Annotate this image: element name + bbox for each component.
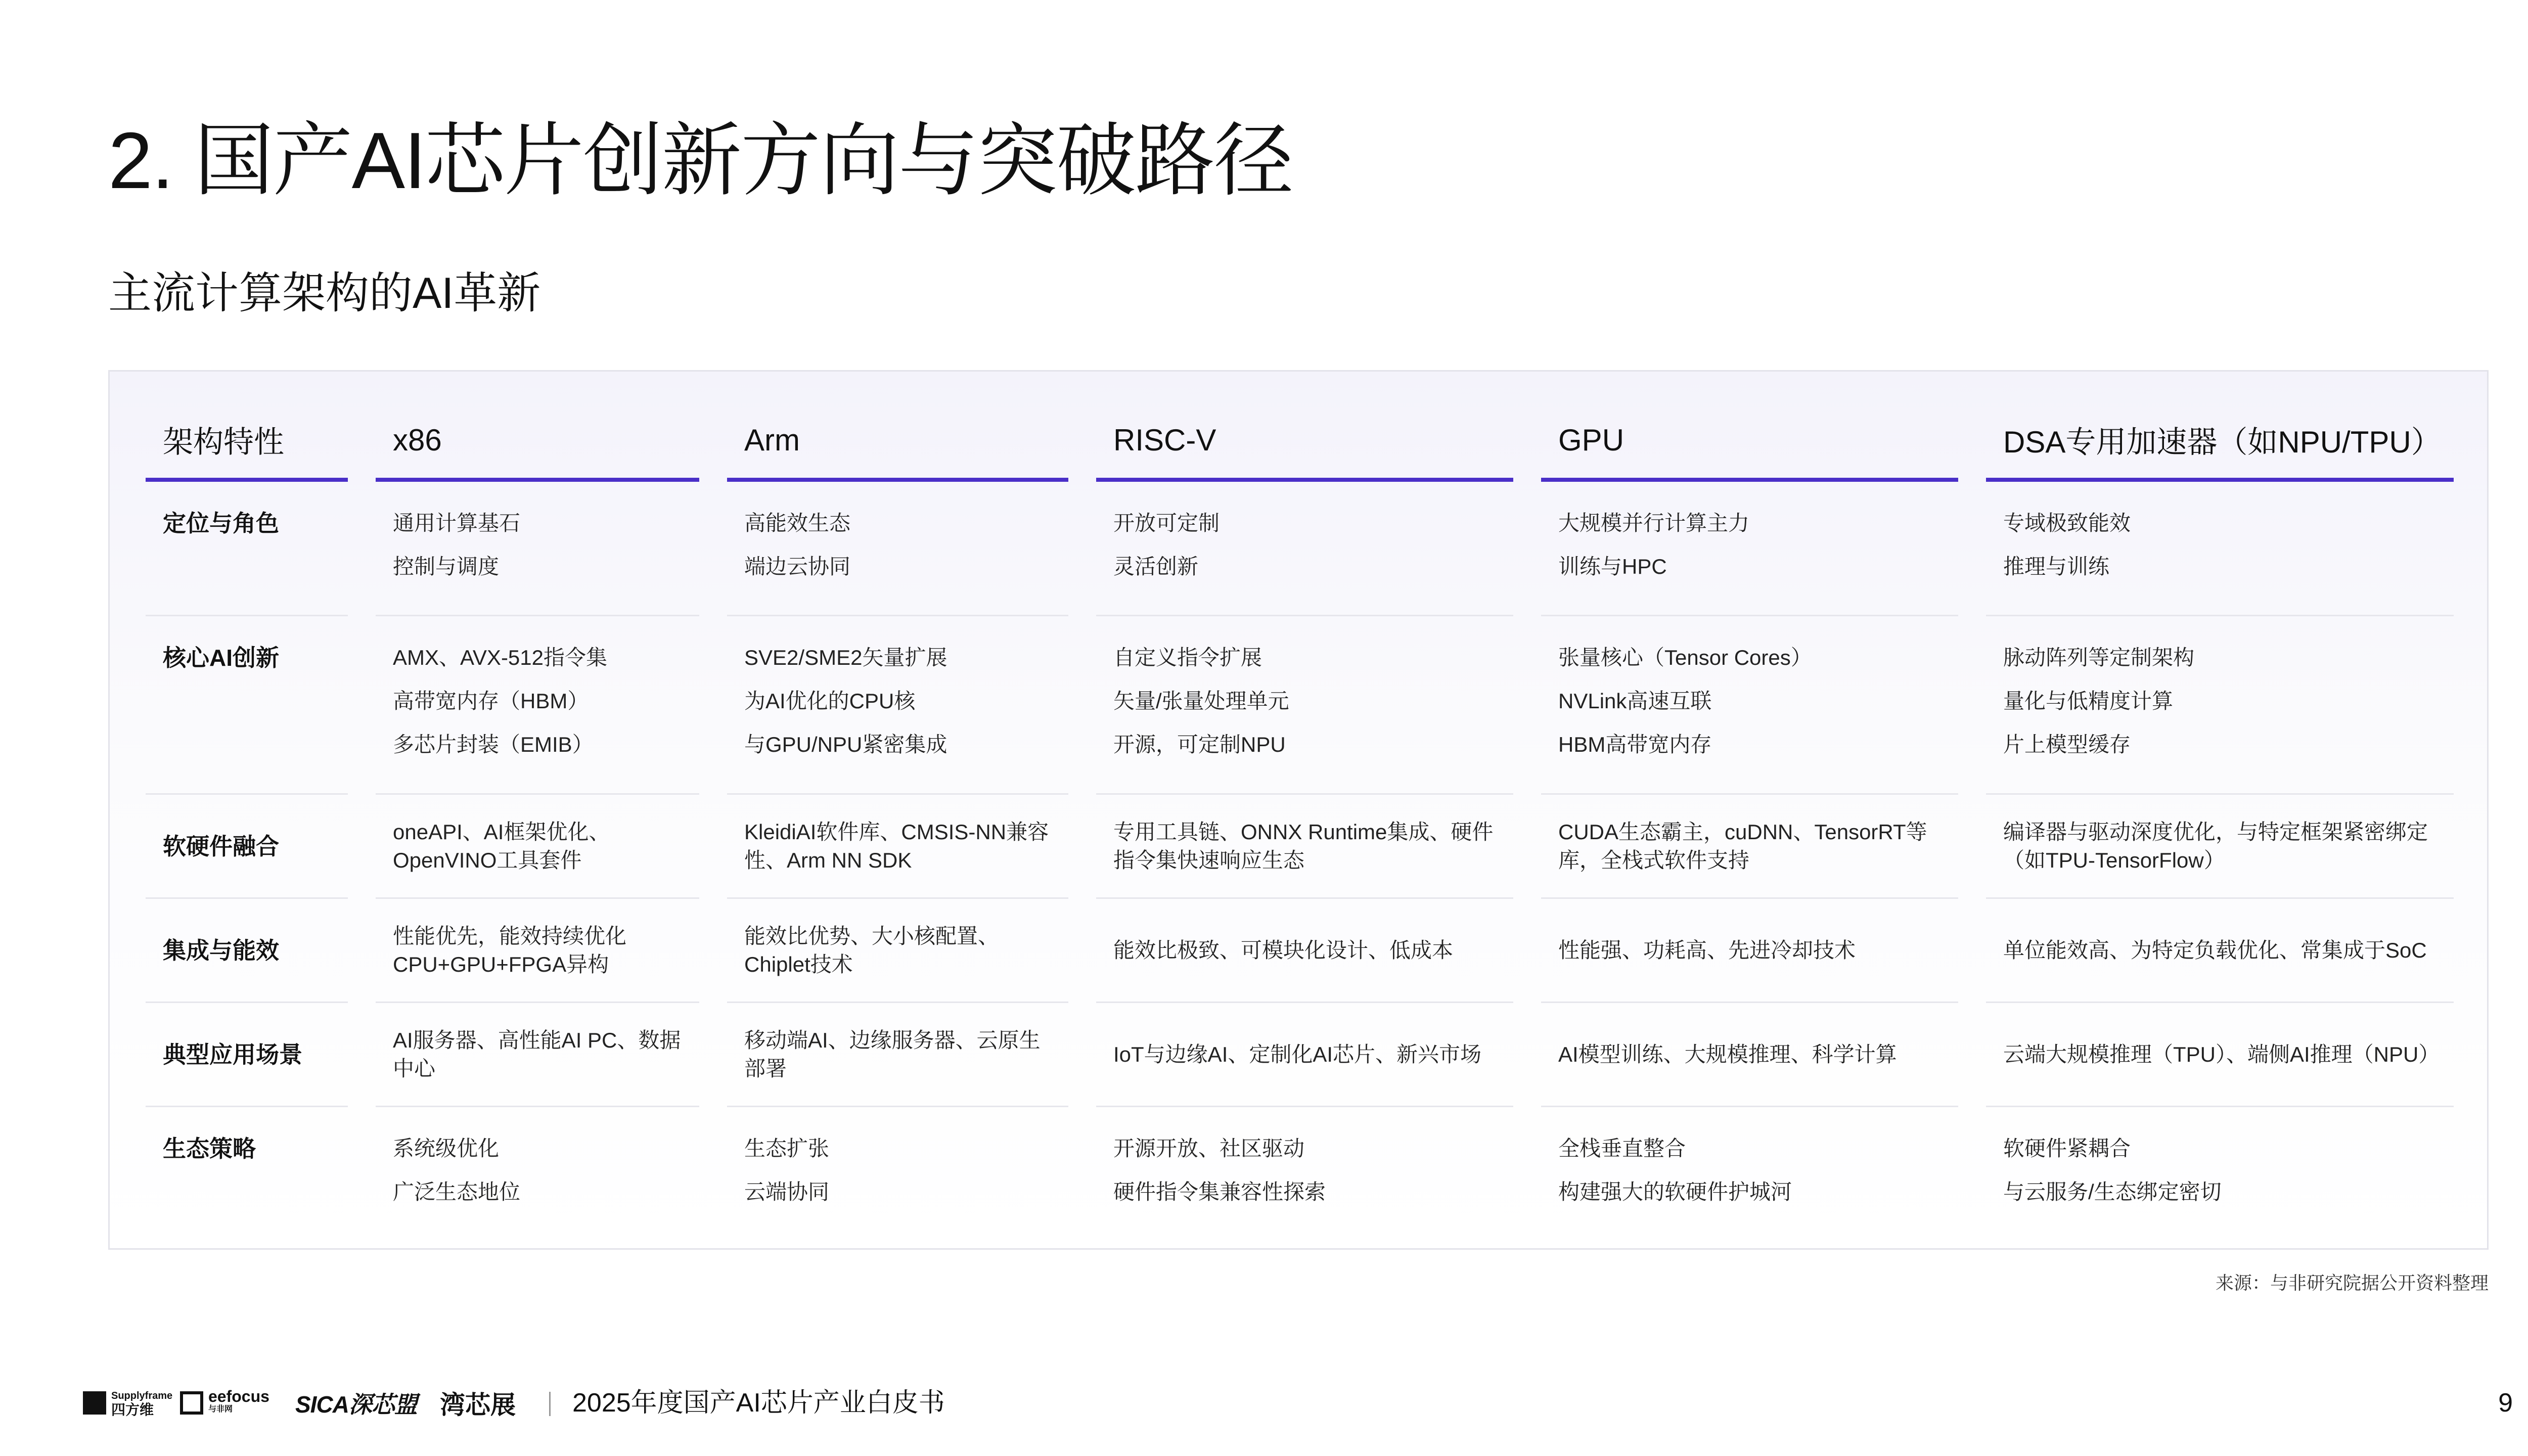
- cell-line: AMX、AVX-512指令集: [393, 646, 607, 669]
- table-cell: [376, 616, 699, 795]
- table-cell: [1096, 616, 1513, 795]
- eefocus-mark-icon: [180, 1391, 203, 1415]
- eefocus-logo-text: eefocus: [208, 1387, 269, 1405]
- cell-line: 高能效生态: [744, 511, 851, 535]
- table-cell: [727, 482, 1068, 616]
- table-cell: [1986, 1107, 2454, 1236]
- page-number: 9: [2498, 1388, 2513, 1418]
- supplyframe-logo-caption: 四方维: [111, 1402, 154, 1418]
- cell-line: 全栈垂直整合: [1558, 1136, 1686, 1160]
- table-row: [146, 1003, 2454, 1107]
- table-row: [146, 482, 2454, 616]
- header-feature: 架构特性: [146, 402, 348, 482]
- table-cell: AI模型训练、大规模推理、科学计算: [1541, 1003, 1958, 1107]
- cell-line: 高带宽内存（HBM）: [393, 689, 589, 713]
- header-risc-v: RISC-V: [1096, 402, 1513, 482]
- supplyframe-logo: [83, 1383, 172, 1423]
- header-arm: Arm: [727, 402, 1068, 482]
- table-cell: [1986, 482, 2454, 616]
- table-cell: [376, 1107, 699, 1236]
- table-row: [146, 795, 2454, 899]
- header-gpu: GPU: [1541, 402, 1958, 482]
- cell-line: 训练与HPC: [1558, 555, 1667, 578]
- page-title: 2. 国产AI芯片创新方向与突破路径: [108, 116, 1293, 205]
- table-cell: IoT与边缘AI、定制化AI芯片、新兴市场: [1096, 1003, 1513, 1107]
- table-cell: 能效比极致、可模块化设计、低成本: [1096, 899, 1513, 1003]
- cell-line: 硬件指令集兼容性探索: [1113, 1180, 1326, 1204]
- table-row: [146, 899, 2454, 1003]
- table-cell: 专用工具链、ONNX Runtime集成、硬件指令集快速响应生态: [1096, 795, 1513, 899]
- table-cell: CUDA生态霸主，cuDNN、TensorRT等库，全栈式软件支持: [1541, 795, 1958, 899]
- table-cell: AI服务器、高性能AI PC、数据中心: [376, 1003, 699, 1107]
- table-cell: 云端大规模推理（TPU）、端侧AI推理（NPU）: [1986, 1003, 2454, 1107]
- table-row: [146, 1107, 2454, 1236]
- table-cell: 性能强、功耗高、先进冷却技术: [1541, 899, 1958, 1003]
- table-cell: [1541, 1107, 1958, 1236]
- cell-line: 灵活创新: [1113, 555, 1199, 578]
- cell-line: 与GPU/NPU紧密集成: [744, 733, 947, 756]
- cell-line: 为AI优化的CPU核: [744, 689, 916, 713]
- cell-line: 矢量/张量处理单元: [1113, 689, 1289, 713]
- architecture-comparison-table: [118, 402, 2481, 1236]
- cell-line: 软硬件紧耦合: [2003, 1136, 2131, 1160]
- footer-divider: [549, 1392, 551, 1416]
- row-label: 软硬件融合: [146, 795, 348, 899]
- table-cell: 编译器与驱动深度优化，与特定框架紧密绑定（如TPU-TensorFlow）: [1986, 795, 2454, 899]
- sica-logo-text: SICA深芯盟: [295, 1391, 417, 1418]
- supplyframe-mark-icon: [83, 1391, 106, 1415]
- cell-line: 多芯片封装（EMIB）: [393, 733, 594, 756]
- header-dsa: DSA专用加速器（如NPU/TPU）: [1986, 402, 2454, 482]
- cell-line: 大规模并行计算主力: [1558, 511, 1750, 535]
- row-label: 集成与能效: [146, 899, 348, 1003]
- cell-line: 自定义指令扩展: [1113, 646, 1262, 669]
- cell-line: 通用计算基石: [393, 511, 521, 535]
- cell-line: 推理与训练: [2003, 555, 2110, 578]
- wanxinzhan-logo: [440, 1383, 516, 1423]
- row-label: 定位与角色: [146, 482, 348, 616]
- comparison-card: [108, 370, 2489, 1250]
- table-cell: 性能优先，能效持续优化CPU+GPU+FPGA异构: [376, 899, 699, 1003]
- cell-line: 控制与调度: [393, 555, 500, 578]
- cell-line: 广泛生态地位: [393, 1180, 521, 1204]
- header-x86: x86: [376, 402, 699, 482]
- cell-line: 端边云协同: [744, 555, 851, 578]
- table-cell: [1541, 616, 1958, 795]
- table-header-row: [146, 402, 2454, 482]
- cell-line: 系统级优化: [393, 1136, 500, 1160]
- cell-line: 开源，可定制NPU: [1113, 733, 1286, 756]
- table-cell: [1096, 1107, 1513, 1236]
- footer-title: 2025年度国产AI芯片产业白皮书: [572, 1388, 945, 1418]
- table-cell: [1096, 482, 1513, 616]
- table-cell: oneAPI、AI框架优化、OpenVINO工具套件: [376, 795, 699, 899]
- wanxinzhan-logo-text: 湾芯展: [440, 1391, 516, 1419]
- cell-line: SVE2/SME2矢量扩展: [744, 646, 947, 669]
- cell-line: 与云服务/生态绑定密切: [2003, 1180, 2222, 1204]
- table-cell: KleidiAI软件库、CMSIS-NN兼容性、Arm NN SDK: [727, 795, 1068, 899]
- source-note: 来源：与非研究院据公开资料整理: [2215, 1272, 2489, 1293]
- cell-line: 专域极致能效: [2003, 511, 2131, 535]
- sica-logo: [295, 1383, 417, 1423]
- cell-line: 生态扩张: [744, 1136, 830, 1160]
- cell-line: HBM高带宽内存: [1558, 733, 1712, 756]
- footer: [83, 1383, 2520, 1423]
- table-cell: [1541, 482, 1958, 616]
- cell-line: 开放可定制: [1113, 511, 1220, 535]
- page-subtitle: 主流计算架构的AI革新: [108, 269, 541, 317]
- eefocus-logo: [180, 1383, 269, 1423]
- table-cell: 单位能效高、为特定负载优化、常集成于SoC: [1986, 899, 2454, 1003]
- cell-line: 张量核心（Tensor Cores）: [1558, 646, 1812, 669]
- table-row: [146, 616, 2454, 795]
- eefocus-logo-caption: 与非网: [208, 1405, 233, 1414]
- cell-line: 构建强大的软硬件护城河: [1558, 1180, 1792, 1204]
- cell-line: NVLink高速互联: [1558, 689, 1712, 713]
- cell-line: 开源开放、社区驱动: [1113, 1136, 1305, 1160]
- row-label: 生态策略: [163, 1135, 256, 1162]
- cell-line: 片上模型缓存: [2003, 733, 2131, 756]
- table-cell: [1986, 616, 2454, 795]
- cell-line: 云端协同: [744, 1180, 830, 1204]
- table-cell: [727, 1107, 1068, 1236]
- cell-line: 脉动阵列等定制架构: [2003, 646, 2195, 669]
- table-cell: 能效比优势、大小核配置、Chiplet技术: [727, 899, 1068, 1003]
- cell-line: 量化与低精度计算: [2003, 689, 2174, 713]
- table-cell: 移动端AI、边缘服务器、云原生部署: [727, 1003, 1068, 1107]
- supplyframe-logo-text: Supplyframe: [111, 1390, 173, 1401]
- row-label: 核心AI创新: [146, 616, 348, 795]
- row-label: 典型应用场景: [146, 1003, 348, 1107]
- table-cell: [727, 616, 1068, 795]
- table-cell: [376, 482, 699, 616]
